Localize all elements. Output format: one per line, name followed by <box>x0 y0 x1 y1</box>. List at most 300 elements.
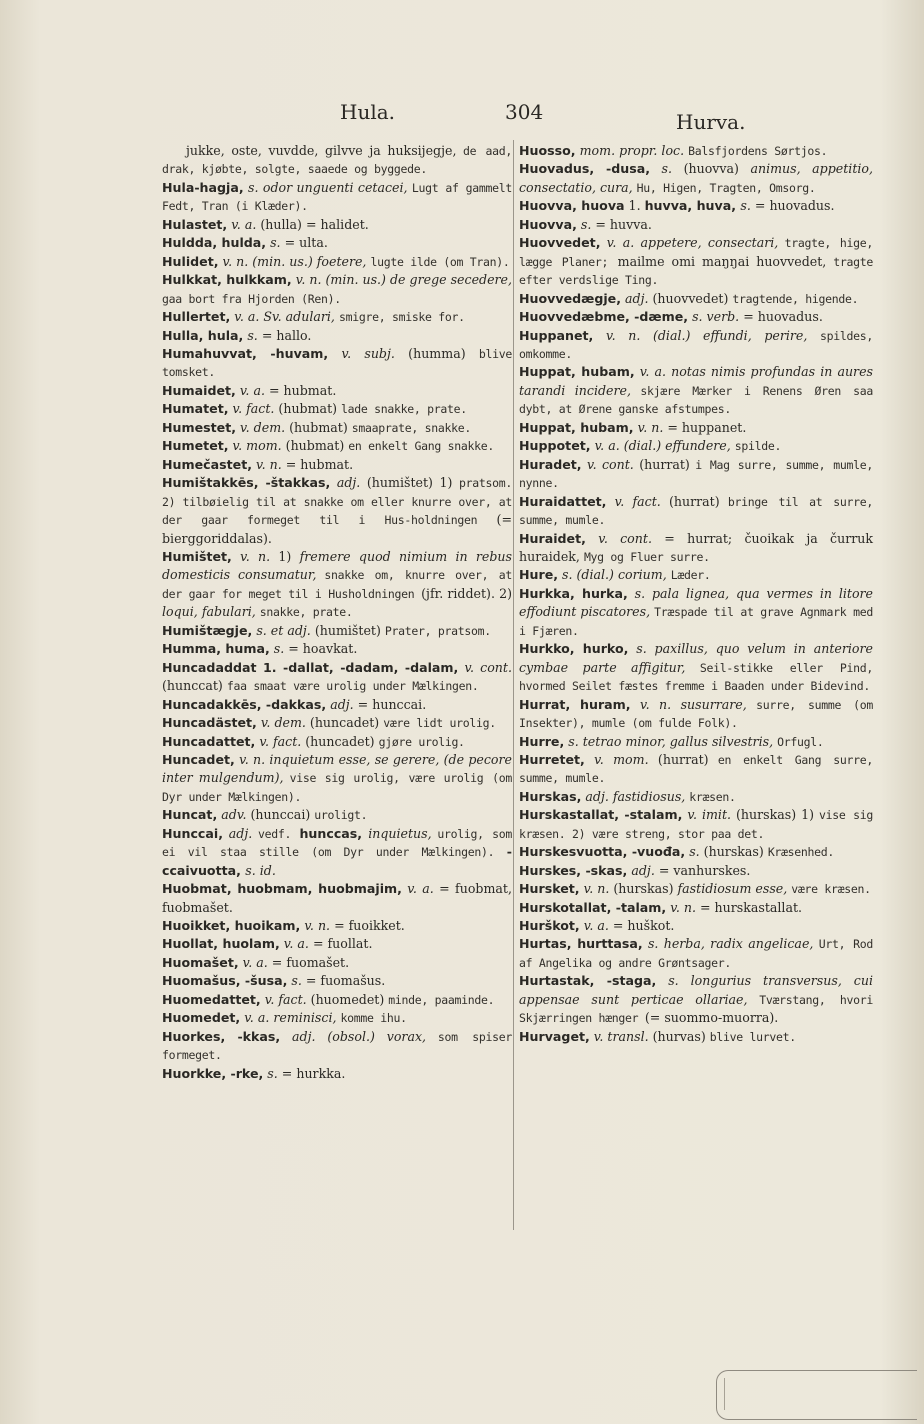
dictionary-entry <box>162 419 512 437</box>
entry-text: = hurkka. <box>281 1065 346 1081</box>
entry-grammar: v. cont. <box>458 659 512 675</box>
entry-headword: Huorkes, -kkas, <box>162 1028 281 1044</box>
dictionary-entry <box>162 234 512 252</box>
left-column <box>162 142 512 1083</box>
entry-text: = hallo. <box>261 327 312 343</box>
entry-latin-gloss: longurius transversus, cui appensae sunt perticae ollariae, <box>519 973 873 1007</box>
entry-grammar: v. fact. <box>260 991 311 1007</box>
entry-headword: Humištægje, <box>162 622 253 638</box>
entry-headword: Huncadästet, <box>162 715 257 731</box>
entry-grammar: v. imit. <box>682 807 736 823</box>
entry-translation: Prater, pratsom. <box>384 623 491 638</box>
entry-translation: lugte ilde (om Tran). <box>370 254 510 269</box>
dictionary-entry <box>519 733 873 751</box>
dictionary-entry <box>519 530 873 567</box>
entry-grammar: v. a. <box>579 918 613 934</box>
entry-latin-gloss: fastidiosum esse, <box>677 881 792 897</box>
entry-grammar: s. <box>243 179 263 195</box>
entry-grammar: v. n. (min. us.) <box>291 272 390 288</box>
entry-text: (= suommo-muorra). <box>644 1010 779 1026</box>
entry-latin-gloss: herba, radix angelicae, <box>663 936 819 952</box>
entry-latin-gloss: animus, appetitio, consectatio, cura, <box>519 161 874 195</box>
entry-translation: faa smaat være urolig under Mælkingen. <box>226 679 479 694</box>
entry-grammar: s. <box>564 733 583 749</box>
dictionary-entry <box>519 788 873 806</box>
entry-text: = ulta. <box>284 235 328 251</box>
entry-headword: Hulidet, <box>162 253 219 269</box>
entry-grammar: v. n. <box>666 899 700 915</box>
dictionary-entry <box>162 216 512 234</box>
dictionary-entry <box>162 1009 512 1027</box>
entry-text: (huomedet) <box>310 991 389 1007</box>
entry-latin-gloss: inquietum esse, se gerere, (de pecore inter mulgendum), <box>162 751 512 786</box>
right-column <box>519 142 873 1046</box>
dictionary-entry <box>519 437 873 455</box>
entry-grammar: v. a. <box>634 364 672 380</box>
entry-headword: Hula-hagja, <box>162 179 244 195</box>
entry-grammar: v. a. (dial.) <box>590 438 666 454</box>
entry-grammar: v. n. <box>231 548 279 564</box>
entry-grammar: v. subj. <box>328 345 409 361</box>
entry-headword: Huoikket, huoikam, <box>162 918 301 934</box>
entry-text: (jfr. riddet). 2) <box>421 585 513 601</box>
entry-headword: Huovvedæbme, -dæme, <box>519 309 689 325</box>
dictionary-entry <box>162 733 512 751</box>
entry-text: (huncadet) <box>309 715 384 731</box>
entry-grammar: v. a. <box>238 954 272 970</box>
entry-text: = hurskastallat. <box>699 899 803 915</box>
dictionary-entry <box>162 806 512 824</box>
dictionary-entry <box>519 640 873 695</box>
entry-grammar: v. transl. <box>589 1028 653 1044</box>
entry-subheadword: hunccas, <box>299 825 369 841</box>
dictionary-entry <box>519 806 873 843</box>
entry-grammar: v. cont. <box>585 530 665 546</box>
dictionary-entry <box>162 880 512 917</box>
entry-headword: Huppat, hubam, <box>519 419 634 435</box>
dictionary-entry <box>162 179 512 216</box>
dictionary-entry <box>519 935 873 972</box>
entry-headword: Hulastet, <box>162 216 228 232</box>
dictionary-entry <box>162 825 512 880</box>
entry-translation: tragtende, higende. <box>732 291 859 306</box>
entry-text: (hurskas) <box>703 844 768 860</box>
entry-latin-gloss: paxillus, quo velum in anteriore cymbae parte affigitur, <box>519 641 873 675</box>
entry-grammar: adj. <box>627 862 659 878</box>
entry-translation: blive tomsket. <box>162 346 512 380</box>
entry-headword: Huomedet, <box>162 1010 241 1026</box>
entry-text: = hurrat; čuoikak ja čurruk huraidek, <box>519 530 873 564</box>
entry-latin-gloss: foetere, <box>316 253 371 269</box>
entry-translation: komme ihu. <box>340 1011 407 1026</box>
entry-grammar: s. <box>576 216 596 232</box>
dictionary-entry <box>519 696 873 733</box>
entry-grammar: v. n. <box>579 881 614 897</box>
entry-headword: Humahuvvat, -huvam, <box>162 345 329 361</box>
entry-translation: Tværstang, hvori Skjærringen hænger <box>519 992 873 1026</box>
entry-headword: Huovvedet, <box>519 235 601 251</box>
entry-latin-gloss: notas nimis profundas in aures tarandi incidere, <box>519 364 873 398</box>
entry-latin-gloss: tetrao minor, gallus silvestris, <box>582 733 778 749</box>
entry-text: (hulla) = halidet. <box>260 216 369 232</box>
entry-latin-gloss: effundi, perire, <box>703 327 820 343</box>
entry-translation: smigre, smiske for. <box>338 310 465 325</box>
entry-headword: Humištet, <box>162 548 232 564</box>
entry-grammar: adj. <box>326 696 358 712</box>
entry-translation: vise sig kræsen. 2) være streng, stor paa det. <box>519 808 873 841</box>
entry-headword: Huppanet, <box>519 327 594 343</box>
entry-headword: Humestet, <box>162 419 237 435</box>
entry-grammar: adj. <box>621 290 653 306</box>
entry-headword: Huppat, hubam, <box>519 364 635 380</box>
entry-headword: Hurskesvuotta, -vuođa, <box>519 844 686 860</box>
entry-headword: Huovva, huova <box>519 198 625 214</box>
dictionary-entry <box>519 327 873 364</box>
entry-headword: Hurskes, -skas, <box>519 862 628 878</box>
entry-translation: snakke, prate. <box>259 605 353 620</box>
column-divider <box>513 140 514 1230</box>
entry-headword: Hurkka, hurka, <box>519 585 628 601</box>
entry-grammar: s. <box>685 844 704 860</box>
dictionary-entry <box>519 142 873 160</box>
entry-text: = huovadus. <box>754 198 835 214</box>
entry-text: = hubmat. <box>285 456 354 472</box>
entry-latin-gloss: effundere, <box>665 438 735 454</box>
entry-headword: Huncat, <box>162 807 218 823</box>
entry-latin-gloss: pala lignea, qua vermes in litore effodiunt piscatores, <box>519 585 873 620</box>
entry-headword: Huobmat, huobmam, huobmajim, <box>162 881 402 897</box>
entry-grammar: v. n. <box>633 419 668 435</box>
dictionary-entry <box>519 197 873 215</box>
dictionary-entry <box>162 437 512 455</box>
dictionary-entry <box>162 696 512 714</box>
dictionary-entry <box>162 714 512 732</box>
entry-grammar: adv. <box>217 807 251 823</box>
dictionary-entry <box>162 253 512 271</box>
dictionary-entry <box>519 1028 873 1046</box>
header-right-guideword: Hurva. <box>676 110 746 134</box>
dictionary-entry <box>519 843 873 861</box>
entry-latin-gloss: inquietus, <box>368 825 438 841</box>
entry-grammar: v. fact. <box>255 733 306 749</box>
entry-grammar: v. dem. <box>256 715 310 731</box>
dictionary-entry <box>519 880 873 898</box>
entry-translation: tragte efter verdslige Ting. <box>519 254 873 288</box>
entry-latin-gloss: susurrare, <box>680 696 757 712</box>
entry-text: = huvva. <box>595 216 652 232</box>
entry-grammar: adj. <box>330 475 367 491</box>
entry-translation: Urt, Rod af Angelika og andre Grøntsager. <box>519 937 873 970</box>
entry-latin-gloss: fastidiosus, <box>612 788 690 804</box>
entry-text: = fuobmat, fuobmašet. <box>162 881 512 915</box>
entry-headword: Hurretet, <box>519 751 585 767</box>
dictionary-entry <box>162 991 512 1009</box>
entry-latin-gloss: adulari, <box>285 309 339 325</box>
dictionary-entry <box>162 382 512 400</box>
entry-grammar: v. fact. <box>228 401 279 417</box>
entry-headword: Hurre, <box>519 733 565 749</box>
entry-text: = fuomašet. <box>271 954 350 970</box>
entry-text: (hurskas) 1) <box>736 807 820 823</box>
entry-headword: Huomedattet, <box>162 991 261 1007</box>
entry-headword: Humaidet, <box>162 382 236 398</box>
entry-translation: de aad, drak, kjøbte, solgte, saaede og byggede. <box>162 144 512 177</box>
dictionary-entry <box>162 935 512 953</box>
entry-grammar: v. n. <box>252 456 286 472</box>
entry-translation: være lidt urolig. <box>383 716 496 731</box>
entry-text: (humištet) <box>314 622 385 638</box>
entry-headword: Hulkkat, hulkkam, <box>162 272 292 288</box>
entry-text: (huovva) <box>683 161 751 177</box>
entry-headword: Humištakkēs, -štakkas, <box>162 475 331 491</box>
entry-text: = huovadus. <box>743 309 823 325</box>
entry-translation: surre, summe (om Insekter), mumle (om fulde Folk). <box>519 697 873 731</box>
entry-headword: Hunccai, <box>162 825 224 841</box>
entry-headword: Humatet, <box>162 401 229 417</box>
dictionary-entry <box>162 917 512 935</box>
entry-headword: Huomašet, <box>162 954 239 970</box>
dictionary-entry <box>519 566 873 584</box>
entry-grammar: s. <box>740 198 755 214</box>
entry-translation: Seil-stikke eller Pind, hvormed Seilet fæstes fremme i Baaden under Bidevind. <box>519 660 874 694</box>
entry-translation: en enkelt Gang surre, summe, mumle. <box>519 752 873 786</box>
entry-translation: urolig, som ei vil staa stille (om Dyr under Mælkingen). <box>162 826 512 860</box>
dictionary-entry <box>519 419 873 437</box>
entry-translation: bringe til at surre, summe, mumle. <box>519 494 873 528</box>
dictionary-entry <box>162 1028 512 1065</box>
entry-translation: smaaprate, snakke. <box>351 420 471 435</box>
entry-grammar: s. <box>263 1065 282 1081</box>
entry-translation: Lugt af gammelt Fedt, Tran (i Klæder). <box>162 180 512 214</box>
entry-text: = huškot. <box>612 918 675 934</box>
entry-grammar: v. n. (dial.) <box>593 327 704 343</box>
dictionary-entry <box>162 142 512 179</box>
entry-headword: Huovvedægje, <box>519 290 621 306</box>
entry-grammar: v. a. <box>600 235 641 251</box>
entry-grammar: s. <box>287 973 306 989</box>
entry-headword: Hurrat, huram, <box>519 696 631 712</box>
entry-headword: Hurskotallat, -talam, <box>519 899 667 915</box>
entry-translation: i Mag surre, summe, mumle, nynne. <box>519 457 873 491</box>
page-number: 304 <box>505 100 544 124</box>
entry-headword: Hurvaget, <box>519 1028 590 1044</box>
dictionary-entry <box>162 474 512 548</box>
entry-latin-gloss: reminisci, <box>273 1010 341 1026</box>
entry-grammar: v. n. (min. us.) <box>218 253 317 269</box>
entry-subheadword: huvva, huva, <box>644 198 741 214</box>
dictionary-entry <box>519 216 873 234</box>
entry-grammar: s. <box>243 327 262 343</box>
entry-latin-gloss: appetere, consectari, <box>640 235 785 251</box>
dictionary-entry <box>162 271 512 308</box>
entry-text: (hurrat) <box>669 493 728 509</box>
dictionary-entry <box>519 862 873 880</box>
entry-headword: Humečastet, <box>162 456 252 472</box>
dictionary-entry <box>162 1065 512 1083</box>
entry-headword: Hurkko, hurko, <box>519 641 629 657</box>
entry-headword: Huovva, <box>519 216 577 232</box>
entry-headword: Hullertet, <box>162 309 231 325</box>
entry-grammar: v. fact. <box>606 493 669 509</box>
dictionary-entry <box>519 363 873 418</box>
entry-latin-gloss: fremere quod nimium in rebus domesticis consumatur, <box>162 548 512 583</box>
entry-headword: Huncadet, <box>162 751 235 767</box>
dictionary-entry <box>162 954 512 972</box>
header-left-guideword: Hula. <box>340 100 395 124</box>
entry-text: = fuollat. <box>312 936 373 952</box>
entry-grammar: v. mom. <box>584 751 658 767</box>
entry-headword: Huncadattet, <box>162 733 256 749</box>
entry-headword: Huraidattet, <box>519 493 607 509</box>
entry-text: mailme omi maŋŋai huovvedet, <box>617 253 834 269</box>
entry-grammar: s. (dial.) <box>558 567 618 583</box>
entry-headword: Hulla, hula, <box>162 327 244 343</box>
entry-translation: spilde. <box>734 439 782 454</box>
entry-grammar: v. n. <box>300 918 335 934</box>
entry-headword: Huorkke, -rke, <box>162 1065 264 1081</box>
entry-grammar: s. id. <box>245 862 276 878</box>
entry-grammar: s. <box>642 936 664 952</box>
entry-text: 1. <box>624 198 645 214</box>
entry-text: (hunccai) <box>250 807 315 823</box>
dictionary-entry <box>162 548 512 622</box>
entry-text: = hubmat. <box>268 382 337 398</box>
dictionary-entry <box>162 308 512 326</box>
dictionary-entry <box>519 585 873 640</box>
entry-grammar: v. a. <box>279 936 313 952</box>
entry-translation: Hu, Higen, Tragten, Omsorg. <box>636 180 816 195</box>
dictionary-entry <box>519 234 873 289</box>
entry-text: (huncadet) <box>305 733 379 749</box>
entry-translation: spildes, omkomme. <box>519 328 873 361</box>
entry-grammar: s. <box>269 641 289 657</box>
entry-text: (humma) <box>408 345 479 361</box>
entry-translation: minde, paaminde. <box>388 992 495 1007</box>
entry-headword: Hurskas, <box>519 788 582 804</box>
entry-translation: blive lurvet. <box>709 1029 796 1044</box>
entry-grammar: v. a. <box>235 382 269 398</box>
entry-grammar: v. n. <box>630 696 681 712</box>
entry-text: (hunccat) <box>162 678 227 694</box>
entry-grammar: v. a. <box>240 1010 274 1026</box>
entry-headword: Huldda, hulda, <box>162 235 267 251</box>
entry-grammar: s. <box>650 161 684 177</box>
entry-grammar: v. mom. <box>228 438 286 454</box>
page-corner-line <box>724 1378 915 1410</box>
dictionary-entry <box>162 659 512 696</box>
entry-headword: Hursket, <box>519 881 580 897</box>
entry-headword: Huomašus, -šusa, <box>162 973 288 989</box>
entry-text: (humištet) 1) <box>366 475 460 491</box>
dictionary-entry <box>519 160 873 197</box>
entry-grammar: mom. propr. loc. <box>575 143 689 158</box>
entry-translation: Kræsenhed. <box>767 845 835 860</box>
entry-headword: Huraidet, <box>519 530 586 546</box>
entry-latin-gloss: vorax, <box>386 1028 438 1044</box>
entry-translation: tragte, hige, lægge Planer; <box>519 236 873 269</box>
entry-translation: skjære Mærker i Renens Øren saa dybt, at Ørene ganske afstumpes. <box>519 383 873 417</box>
dictionary-entry <box>162 622 512 640</box>
entry-headword: Hurškot, <box>519 918 580 934</box>
dictionary-entry <box>162 400 512 418</box>
entry-grammar: s. <box>656 973 691 989</box>
entry-text: (hurskas) <box>613 881 678 897</box>
dictionary-entry <box>519 751 873 788</box>
dictionary-entry <box>162 640 512 658</box>
dictionary-entry <box>519 972 873 1027</box>
dictionary-entry <box>519 493 873 530</box>
entry-translation: pratsom. 2) tilbøielig til at snakke om eller knurre over, at der gaar formeget til i Hus-holdningen <box>162 476 513 528</box>
entry-translation: Orfugl. <box>777 734 824 749</box>
entry-text: (hubmat) <box>289 419 352 435</box>
entry-translation: Myg og Fluer surre. <box>583 549 710 564</box>
entry-text: = hunccai. <box>357 696 427 712</box>
entry-grammar: adj. <box>223 825 258 841</box>
entry-grammar: s. <box>627 585 652 601</box>
entry-text: jukke, oste, vuvdde, gilvve ja huksijegje, <box>186 143 464 158</box>
entry-headword: Humma, huma, <box>162 641 270 657</box>
entry-translation: vise sig urolig, være urolig (om Dyr under Mælkingen). <box>162 771 512 804</box>
dictionary-entry <box>162 751 512 806</box>
entry-grammar: adj. (obsol.) <box>280 1028 387 1044</box>
entry-grammar: v. n. <box>234 751 270 767</box>
entry-text: (hurvas) <box>652 1028 710 1044</box>
entry-headword: Hurtas, hurttasa, <box>519 936 643 952</box>
entry-headword: Huollat, huolam, <box>162 936 280 952</box>
entry-text: (hubmat) <box>285 438 349 454</box>
dictionary-entry <box>519 917 873 935</box>
entry-headword: Huncadakkēs, -dakkas, <box>162 696 327 712</box>
dictionary-entry <box>519 308 873 326</box>
entry-text: (hurrat) <box>639 456 696 472</box>
entry-translation: som spiser formeget. <box>162 1029 512 1063</box>
entry-grammar: v. a. <box>401 881 440 897</box>
entry-headword: Hurskastallat, -stalam, <box>519 807 683 823</box>
entry-translation: kræsen. <box>689 789 736 804</box>
entry-translation: lade snakke, prate. <box>341 402 467 417</box>
entry-headword: Huradet, <box>519 456 582 472</box>
entry-text: = huppanet. <box>667 419 747 435</box>
entry-translation: Træspade til at grave Agnmark med i Fjæren. <box>519 605 873 638</box>
entry-grammar: v. a. Sv. <box>230 309 286 325</box>
entry-latin-gloss: odor unguenti cetacei, <box>262 179 412 195</box>
entry-text: (hubmat) <box>278 401 342 417</box>
entry-latin-gloss: loqui, fabulari, <box>162 604 260 620</box>
page-header <box>0 100 924 140</box>
entry-latin-gloss: corium, <box>617 567 671 583</box>
entry-headword: Huovadus, -dusa, <box>519 161 651 177</box>
entry-headword: Humetet, <box>162 438 229 454</box>
entry-text: = fuoikket. <box>334 918 405 934</box>
entry-subheadword: -ccaivuotta, <box>162 844 512 878</box>
entry-headword: Hurtastak, -staga, <box>519 973 657 989</box>
entry-grammar: s. verb. <box>688 309 744 325</box>
entry-translation: en enkelt Gang snakke. <box>348 439 495 454</box>
dictionary-entry <box>162 327 512 345</box>
entry-grammar: s. <box>628 641 655 657</box>
entry-translation: gaa bort fra Hjorden (Ren). <box>162 291 341 306</box>
entry-translation: vedf. <box>257 826 300 841</box>
entry-grammar: v. a. <box>227 216 261 232</box>
entry-text: (huovvedet) <box>652 290 733 306</box>
entry-grammar: v. cont. <box>581 456 640 472</box>
entry-translation: være kræsen. <box>791 882 871 897</box>
entry-latin-gloss: de grege secedere, <box>390 272 513 288</box>
entry-grammar: v. dem. <box>236 419 290 435</box>
entry-text: (= bierggoriddalas). <box>162 512 512 546</box>
dictionary-entry <box>519 899 873 917</box>
entry-text: = hoavkat. <box>288 641 358 657</box>
